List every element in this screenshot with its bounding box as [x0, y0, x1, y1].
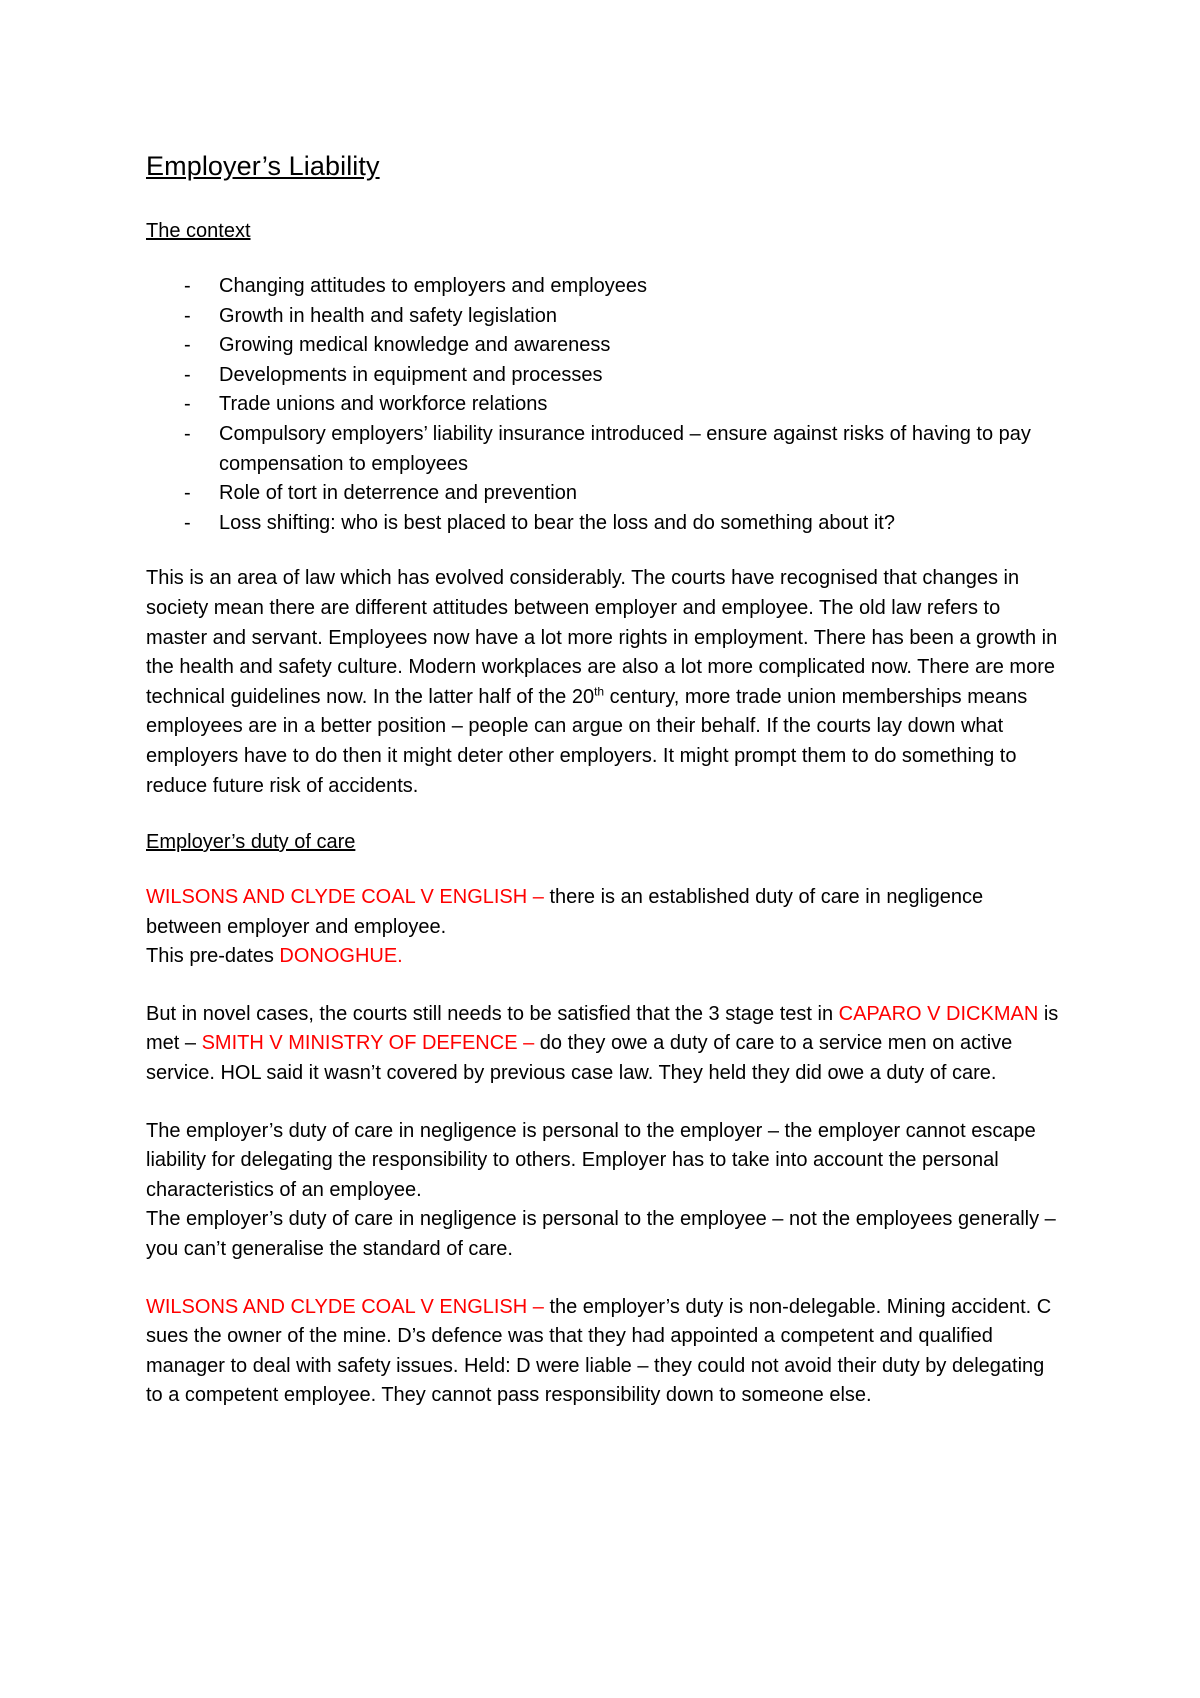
list-item-text: Role of tort in deterrence and prevention	[219, 482, 577, 505]
duty-of-care-heading: Employer’s duty of care	[146, 831, 356, 854]
context-list	[146, 272, 1060, 538]
paragraph-text: there is an established duty of care in negligence between employer and employee.	[146, 886, 984, 938]
context-heading: The context	[146, 220, 251, 242]
list-item	[146, 361, 1060, 391]
list-item	[146, 479, 1060, 509]
bullet-dash: -	[184, 482, 191, 505]
list-item-text: Compulsory employers’ liability insurance introduced – ensure against risks of having to pay compensation to employees	[219, 422, 1031, 475]
case-name: WILSONS AND CLYDE COAL V ENGLISH –	[146, 1295, 544, 1318]
bullet-dash: -	[184, 363, 191, 386]
bullet-dash: -	[184, 393, 191, 416]
established-duty-paragraph	[146, 883, 1060, 972]
paragraph-text: The employer’s duty of care in negligence is personal to the employee – not the employees generally – you can’t generalise the standard of care.	[146, 1208, 1056, 1261]
paragraph-text: the employer’s duty is non-delegable. Mining accident. C sues the owner of the mine. D’s defence was that they had appointed a competent and qualified manager to deal with safety issues. Held: D were liable – they could not avoid their duty by delegating to a competent employee. They cannot pass responsibility down to someone else.	[146, 1295, 1052, 1407]
list-item-text: Growing medical knowledge and awareness	[219, 334, 611, 357]
list-item-text: Growth in health and safety legislation	[219, 304, 557, 327]
list-item-text: Trade unions and workforce relations	[219, 393, 548, 416]
list-item	[146, 272, 1060, 302]
case-name: WILSONS AND CLYDE COAL V ENGLISH –	[146, 886, 544, 909]
paragraph-text: But in novel cases, the courts still needs to be satisfied that the 3 stage test in	[146, 1002, 839, 1025]
list-item	[146, 509, 1060, 539]
paragraph-text: is met –	[146, 1002, 1059, 1055]
list-item-text: Changing attitudes to employers and employees	[219, 275, 648, 297]
non-delegable-paragraph	[146, 1293, 1060, 1411]
paragraph-text: do they owe a duty of care to a service men on active service. HOL said it wasn’t covered by previous case law. They held they did owe a duty of care.	[146, 1032, 1013, 1085]
paragraph-text: century, more trade union memberships means employees are in a better position – people can argue on their behalf. If the courts lay down what employers have to do then it might deter other employers. It might prompt them to do something to reduce future risk of accidents.	[146, 685, 1028, 797]
list-item	[146, 420, 1060, 479]
case-name: SMITH V MINISTRY OF DEFENCE –	[201, 1032, 535, 1055]
novel-cases-paragraph	[146, 1000, 1060, 1089]
paragraph-text: The employer’s duty of care in negligence is personal to the employer – the employer cannot escape liability for delegating the responsibility to others. Employer has to take into account the personal characteristics of an employee.	[146, 1119, 1036, 1201]
case-name: CAPARO V DICKMAN	[838, 1002, 1039, 1025]
paragraph-text: This pre-dates	[146, 945, 280, 968]
superscript: th	[594, 684, 605, 699]
list-item-text: Loss shifting: who is best placed to bear the loss and do something about it?	[219, 511, 895, 534]
evolution-paragraph	[146, 564, 1060, 801]
list-item	[146, 302, 1060, 332]
case-name: DONOGHUE.	[279, 945, 403, 968]
list-item-text: Developments in equipment and processes	[219, 363, 603, 386]
bullet-dash: -	[184, 275, 191, 297]
bullet-dash: -	[184, 334, 191, 357]
list-item	[146, 390, 1060, 420]
bullet-dash: -	[184, 511, 191, 534]
list-item	[146, 331, 1060, 361]
personal-duty-paragraph	[146, 1117, 1060, 1265]
bullet-dash: -	[184, 304, 191, 327]
page-title: Employer’s Liability	[146, 151, 380, 181]
bullet-dash: -	[184, 422, 191, 445]
paragraph-text: This is an area of law which has evolved considerably. The courts have recognised that changes in society mean there are different attitudes between employer and employee. The old law refers to master and servant. Employees now have a lot more rights in employment. There has been a growth in the health and safety culture. Modern workplaces are also a lot more complicated now. There are more technical guidelines now. In the latter half of the 20	[146, 567, 1058, 708]
